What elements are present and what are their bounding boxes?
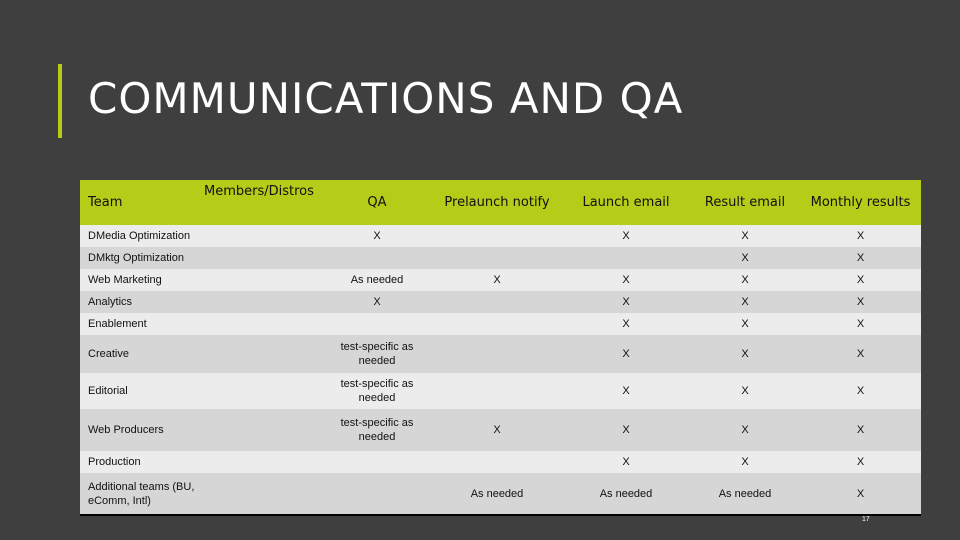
qa-cell <box>322 247 432 269</box>
monthly-cell: X <box>800 247 921 269</box>
prelaunch-cell <box>432 335 562 373</box>
monthly-cell: X <box>800 473 921 514</box>
result-cell: X <box>690 409 800 451</box>
table-row <box>80 409 921 451</box>
launch-cell: X <box>562 225 690 247</box>
monthly-cell: X <box>800 225 921 247</box>
prelaunch-cell: X <box>432 409 562 451</box>
team-cell: Additional teams (BU, eComm, Intl) <box>80 473 200 514</box>
team-cell: Production <box>80 451 200 473</box>
launch-cell <box>562 247 690 269</box>
monthly-cell: X <box>800 269 921 291</box>
result-cell: X <box>690 291 800 313</box>
launch-cell: X <box>562 335 690 373</box>
prelaunch-cell <box>432 373 562 409</box>
members-cell <box>200 373 322 409</box>
qa-cell <box>322 451 432 473</box>
table-row <box>80 247 921 269</box>
result-cell: X <box>690 451 800 473</box>
result-cell: X <box>690 335 800 373</box>
title-accent-bar <box>58 64 62 138</box>
prelaunch-cell <box>432 247 562 269</box>
launch-cell: As needed <box>562 473 690 514</box>
team-cell: DMktg Optimization <box>80 247 200 269</box>
members-cell <box>200 335 322 373</box>
team-cell: Web Marketing <box>80 269 200 291</box>
team-cell: Web Producers <box>80 409 200 451</box>
launch-cell: X <box>562 313 690 335</box>
table-row <box>80 269 921 291</box>
monthly-cell: X <box>800 409 921 451</box>
result-cell: X <box>690 225 800 247</box>
qa-cell: As needed <box>322 269 432 291</box>
header-team: Team <box>80 180 200 225</box>
table-row <box>80 451 921 473</box>
table-row <box>80 313 921 335</box>
members-cell <box>200 269 322 291</box>
result-cell: X <box>690 247 800 269</box>
result-cell: X <box>690 313 800 335</box>
communications-table-container <box>80 180 921 516</box>
header-members-distros: Members/Distros <box>200 180 322 225</box>
communications-table <box>80 180 921 514</box>
prelaunch-cell <box>432 225 562 247</box>
monthly-cell: X <box>800 451 921 473</box>
header-monthly-results: Monthly results <box>800 180 921 225</box>
table-row <box>80 291 921 313</box>
prelaunch-cell: As needed <box>432 473 562 514</box>
members-cell <box>200 409 322 451</box>
team-cell: DMedia Optimization <box>80 225 200 247</box>
slide-title: COMMUNICATIONS AND QA <box>88 74 684 123</box>
table-row <box>80 473 921 514</box>
qa-cell: test-specific as needed <box>322 373 432 409</box>
result-cell: As needed <box>690 473 800 514</box>
table-row <box>80 225 921 247</box>
table-row <box>80 335 921 373</box>
members-cell <box>200 247 322 269</box>
prelaunch-cell: X <box>432 269 562 291</box>
launch-cell: X <box>562 291 690 313</box>
result-cell: X <box>690 269 800 291</box>
qa-cell <box>322 473 432 514</box>
members-cell <box>200 225 322 247</box>
page-number: 17 <box>862 516 870 523</box>
qa-cell: test-specific as needed <box>322 409 432 451</box>
monthly-cell: X <box>800 373 921 409</box>
members-cell <box>200 291 322 313</box>
result-cell: X <box>690 373 800 409</box>
members-cell <box>200 451 322 473</box>
monthly-cell: X <box>800 313 921 335</box>
qa-cell: X <box>322 225 432 247</box>
launch-cell: X <box>562 409 690 451</box>
monthly-cell: X <box>800 291 921 313</box>
table-row <box>80 373 921 409</box>
header-launch-email: Launch email <box>562 180 690 225</box>
members-cell <box>200 473 322 514</box>
prelaunch-cell <box>432 313 562 335</box>
prelaunch-cell <box>432 291 562 313</box>
qa-cell: test-specific as needed <box>322 335 432 373</box>
table-header-row <box>80 180 921 225</box>
qa-cell: X <box>322 291 432 313</box>
team-cell: Enablement <box>80 313 200 335</box>
header-result-email: Result email <box>690 180 800 225</box>
members-cell <box>200 313 322 335</box>
header-prelaunch-notify: Prelaunch notify <box>432 180 562 225</box>
launch-cell: X <box>562 373 690 409</box>
team-cell: Creative <box>80 335 200 373</box>
launch-cell: X <box>562 269 690 291</box>
header-qa: QA <box>322 180 432 225</box>
qa-cell <box>322 313 432 335</box>
prelaunch-cell <box>432 451 562 473</box>
monthly-cell: X <box>800 335 921 373</box>
team-cell: Editorial <box>80 373 200 409</box>
team-cell: Analytics <box>80 291 200 313</box>
launch-cell: X <box>562 451 690 473</box>
